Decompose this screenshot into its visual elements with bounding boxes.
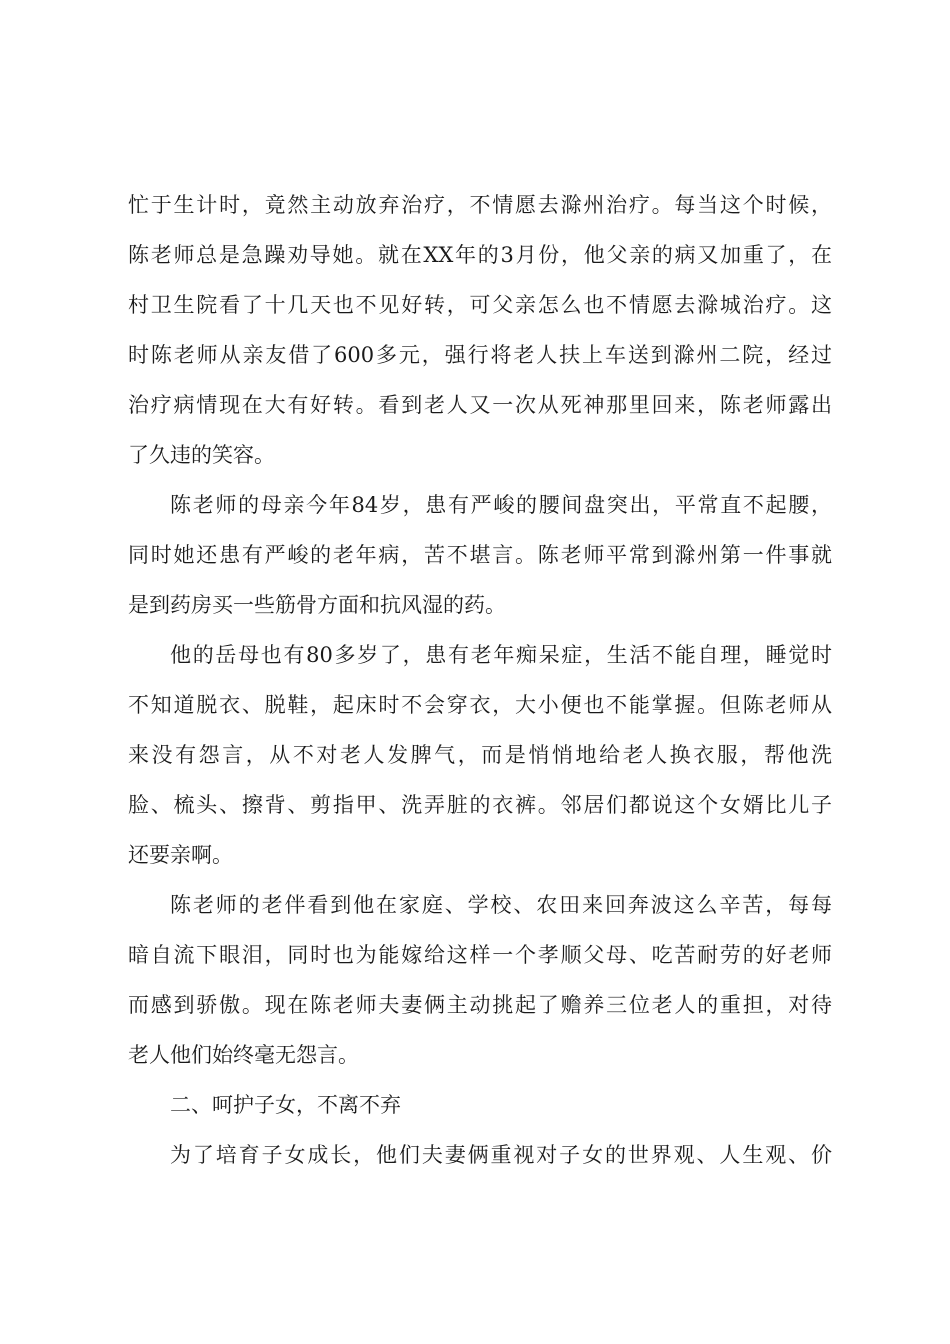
text-line: 忙于生计时，竟然主动放弃治疗，不情愿去滁州治疗。每当这个时候， xyxy=(128,193,832,217)
text-line: 治疗病情现在大有好转。看到老人又一次从死神那里回来，陈老师露出 xyxy=(128,393,832,417)
text-line: 他的岳母也有80多岁了，患有老年痴呆症，生活不能自理，睡觉时 xyxy=(170,643,832,667)
paragraph xyxy=(128,180,832,480)
text-line: 村卫生院看了十几天也不见好转，可父亲怎么也不情愿去滁城治疗。这 xyxy=(128,293,832,317)
text-line: 了久违的笑容。 xyxy=(128,443,275,467)
text-line: 暗自流下眼泪，同时也为能嫁给这样一个孝顺父母、吃苦耐劳的好老师 xyxy=(128,943,832,967)
paragraph xyxy=(128,480,832,630)
paragraph xyxy=(128,880,832,1080)
text-line: 脸、梳头、擦背、剪指甲、洗弄脏的衣裤。邻居们都说这个女婿比儿子 xyxy=(128,793,832,817)
text-line: 还要亲啊。 xyxy=(128,843,233,867)
text-line: 不知道脱衣、脱鞋，起床时不会穿衣，大小便也不能掌握。但陈老师从 xyxy=(128,693,832,717)
text-line: 陈老师总是急躁劝导她。就在XX年的3月份，他父亲的病又加重了，在 xyxy=(128,243,832,267)
text-line: 来没有怨言，从不对老人发脾气，而是悄悄地给老人换衣服，帮他洗 xyxy=(128,743,832,767)
text-line: 老人他们始终毫无怨言。 xyxy=(128,1043,359,1067)
text-line: 陈老师的老伴看到他在家庭、学校、农田来回奔波这么辛苦，每每 xyxy=(170,893,832,917)
section-heading xyxy=(128,1080,832,1130)
paragraph xyxy=(128,1130,832,1180)
section-heading-text: 二、呵护子女，不离不弃 xyxy=(170,1093,401,1117)
document-body xyxy=(128,180,832,1180)
paragraph xyxy=(128,630,832,880)
text-line: 是到药房买一些筋骨方面和抗风湿的药。 xyxy=(128,593,506,617)
text-line: 时陈老师从亲友借了600多元，强行将老人扶上车送到滁州二院，经过 xyxy=(128,343,832,367)
text-line: 同时她还患有严峻的老年病，苦不堪言。陈老师平常到滁州第一件事就 xyxy=(128,543,832,567)
text-line: 陈老师的母亲今年84岁，患有严峻的腰间盘突出，平常直不起腰， xyxy=(170,493,832,517)
text-line: 而感到骄傲。现在陈老师夫妻俩主动挑起了赡养三位老人的重担，对待 xyxy=(128,993,832,1017)
text-line: 为了培育子女成长，他们夫妻俩重视对子女的世界观、人生观、价 xyxy=(170,1143,832,1167)
